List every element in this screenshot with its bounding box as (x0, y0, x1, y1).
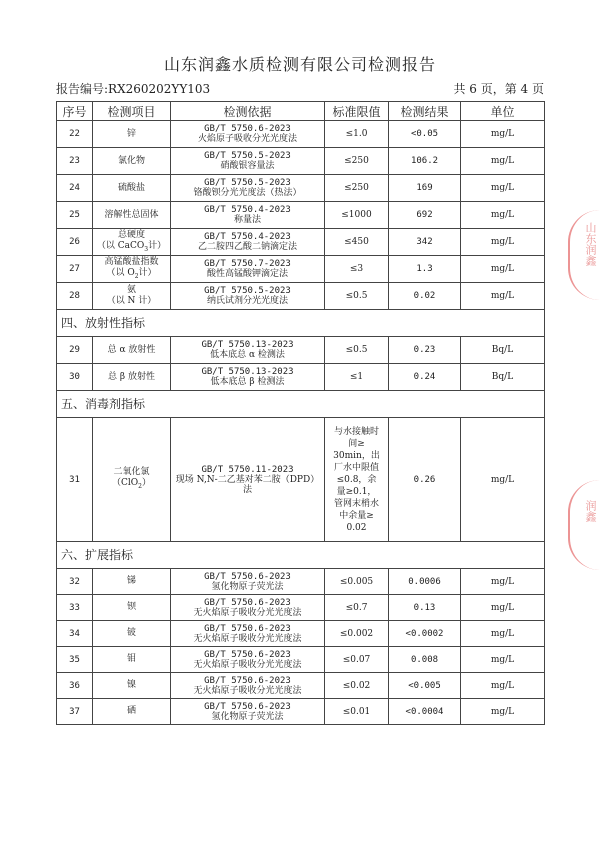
basis-standard: GB/T 5750.5-2023 (204, 178, 291, 188)
item-note: （以 CaCO$_3$计） (96, 240, 167, 253)
cell-unit: Bq/L (461, 337, 545, 364)
section-row (57, 542, 545, 569)
cell-unit: mg/L (461, 595, 545, 621)
table-row (57, 202, 545, 229)
basis-standard: GB/T 5750.11-2023 (201, 464, 294, 475)
cell-item (93, 647, 171, 673)
cell-result: 342 (389, 229, 461, 256)
cell-item (93, 595, 171, 621)
basis-method: 火焰原子吸收分光光度法 (197, 134, 297, 144)
cell-no: 37 (57, 699, 93, 725)
cell-item (93, 418, 171, 542)
cell-basis (171, 418, 325, 542)
item-name: 氨 (126, 285, 136, 295)
report-title: 山东润鑫水质检测有限公司检测报告 (163, 55, 436, 74)
header-result: 检测结果 (389, 102, 461, 121)
cell-no: 23 (57, 148, 93, 175)
cell-limit: ≤0.5 (325, 337, 389, 364)
table-row (57, 175, 545, 202)
basis-standard: GB/T 5750.5-2023 (204, 151, 291, 161)
table-row (57, 621, 545, 647)
table-row (57, 364, 545, 391)
cell-basis (171, 364, 325, 391)
basis-standard: GB/T 5750.13-2023 (201, 340, 294, 350)
cell-result: 0.24 (389, 364, 461, 391)
header-seq: 序号 (57, 102, 93, 121)
cell-result: 0.02 (389, 283, 461, 310)
cell-unit: mg/L (461, 148, 545, 175)
item-name: 锑 (126, 576, 136, 586)
cell-unit: mg/L (461, 673, 545, 699)
basis-standard: GB/T 5750.13-2023 (201, 367, 294, 377)
cell-unit: mg/L (461, 699, 545, 725)
cell-unit: Bq/L (461, 364, 545, 391)
cell-basis (171, 337, 325, 364)
cell-basis (171, 647, 325, 673)
cell-unit: mg/L (461, 202, 545, 229)
item-note: （ClO$_2$） (112, 478, 151, 490)
header-item: 检测项目 (93, 102, 171, 121)
basis-method: 纳氏试剂分光光度法 (206, 296, 288, 306)
basis-standard: GB/T 5750.4-2023 (204, 205, 291, 215)
cell-limit: ≤250 (325, 148, 389, 175)
cell-item (93, 175, 171, 202)
basis-standard: GB/T 5750.6-2023 (204, 597, 291, 608)
table-row (57, 673, 545, 699)
results-table (56, 101, 545, 725)
item-name: 硒 (126, 706, 136, 716)
seal-text-top: 山东润鑫 (584, 222, 597, 266)
cell-result: 0.13 (389, 595, 461, 621)
cell-item (93, 202, 171, 229)
basis-method: 无火焰原子吸收分光光度法 (193, 685, 302, 696)
header-basis: 检测依据 (171, 102, 325, 121)
cell-no: 35 (57, 647, 93, 673)
cell-item (93, 148, 171, 175)
cell-basis (171, 673, 325, 699)
item-name: 钡 (126, 602, 136, 612)
basis-method: 铬酸钡分光光度法（热法） (193, 188, 302, 198)
section-row (57, 391, 545, 418)
cell-no: 34 (57, 621, 93, 647)
item-note: （以 $O_2$计） (106, 267, 157, 280)
cell-result: 0.008 (389, 647, 461, 673)
item-name: 总 α 放射性 (107, 344, 156, 355)
section-disinfectant: 五、消毒剂指标 (57, 391, 545, 418)
cell-limit: ≤0.02 (325, 673, 389, 699)
cell-no: 36 (57, 673, 93, 699)
item-name: 总硬度 (117, 229, 145, 240)
basis-method: 无火焰原子吸收分光光度法 (193, 659, 302, 670)
basis-method: 低本底总 β 检测法 (210, 377, 285, 387)
cell-unit: mg/L (461, 256, 545, 283)
cell-unit: mg/L (461, 121, 545, 148)
cell-no: 26 (57, 229, 93, 256)
table-header-row (57, 102, 545, 121)
cell-limit: ≤250 (325, 175, 389, 202)
header-limit: 标准限值 (325, 102, 389, 121)
table-row (57, 418, 545, 542)
basis-standard: GB/T 5750.4-2023 (204, 232, 291, 242)
basis-standard: GB/T 5750.6-2023 (204, 701, 291, 712)
table-row (57, 121, 545, 148)
cell-unit: mg/L (461, 569, 545, 595)
cell-basis (171, 121, 325, 148)
cell-basis (171, 202, 325, 229)
section-row (57, 310, 545, 337)
item-name: 铍 (126, 628, 136, 638)
section-extended: 六、扩展指标 (57, 542, 545, 569)
cell-limit: ≤0.7 (325, 595, 389, 621)
cell-basis (171, 229, 325, 256)
cell-limit: ≤0.005 (325, 569, 389, 595)
item-name: 氯化物 (117, 155, 145, 166)
cell-limit: ≤0.01 (325, 699, 389, 725)
cell-basis (171, 148, 325, 175)
basis-method: 无火焰原子吸收分光光度法 (193, 633, 302, 644)
cell-limit: ≤450 (325, 229, 389, 256)
item-name: 锌 (126, 128, 136, 139)
cell-unit: mg/L (461, 418, 545, 542)
cell-item (93, 256, 171, 283)
item-name: 镍 (126, 680, 136, 690)
cell-no: 31 (57, 418, 93, 542)
table-row (57, 148, 545, 175)
cell-no: 22 (57, 121, 93, 148)
cell-item (93, 283, 171, 310)
cell-limit: ≤0.07 (325, 647, 389, 673)
cell-basis (171, 175, 325, 202)
cell-result: <0.005 (389, 673, 461, 699)
cell-result: 1.3 (389, 256, 461, 283)
cell-no: 28 (57, 283, 93, 310)
cell-item (93, 364, 171, 391)
cell-item (93, 121, 171, 148)
cell-no: 33 (57, 595, 93, 621)
item-name: 二氧化氯 (113, 467, 150, 478)
basis-method: 氢化物原子荧光法 (211, 581, 284, 592)
cell-no: 30 (57, 364, 93, 391)
header-unit: 单位 (461, 102, 545, 121)
table-row (57, 699, 545, 725)
cell-limit: ≤1.0 (325, 121, 389, 148)
cell-item (93, 569, 171, 595)
cell-result: 0.23 (389, 337, 461, 364)
cell-basis (171, 595, 325, 621)
cell-limit: ≤0.5 (325, 283, 389, 310)
cell-result: 0.26 (389, 418, 461, 542)
section-radioactivity: 四、放射性指标 (57, 310, 545, 337)
basis-method: 硝酸银容量法 (220, 161, 275, 171)
cell-unit: mg/L (461, 647, 545, 673)
cell-unit: mg/L (461, 621, 545, 647)
cell-result: 169 (389, 175, 461, 202)
cell-limit: ≤1 (325, 364, 389, 391)
basis-standard: GB/T 5750.6-2023 (204, 623, 291, 634)
basis-method: 乙二胺四乙酸二钠滴定法 (197, 242, 297, 252)
cell-basis (171, 699, 325, 725)
page-info: 共 6 页，第 4 页 (453, 82, 544, 96)
basis-standard: GB/T 5750.6-2023 (204, 124, 291, 134)
basis-method: 低本底总 α 检测法 (210, 350, 285, 360)
cell-result: <0.05 (389, 121, 461, 148)
cell-limit: ≤1000 (325, 202, 389, 229)
item-name: 钼 (126, 654, 136, 664)
basis-method: 氢化物原子荧光法 (211, 711, 284, 722)
cell-limit: 与水接触时 间≥ 30min，出 厂水中限值 ≤0.8，余 量≥0.1， 管网末梢水 中余量≥ 0.02 (325, 418, 389, 542)
cell-unit: mg/L (461, 229, 545, 256)
basis-standard: GB/T 5750.6-2023 (204, 649, 291, 660)
basis-standard: GB/T 5750.6-2023 (204, 571, 291, 582)
basis-standard: GB/T 5750.5-2023 (204, 286, 291, 296)
cell-item (93, 699, 171, 725)
seal-text-bottom: 润鑫 (584, 500, 597, 522)
table-row (57, 647, 545, 673)
table-row (57, 595, 545, 621)
cell-no: 27 (57, 256, 93, 283)
cell-basis (171, 621, 325, 647)
table-row (57, 283, 545, 310)
cell-item (93, 673, 171, 699)
cell-no: 24 (57, 175, 93, 202)
cell-result: 0.0006 (389, 569, 461, 595)
cell-item (93, 621, 171, 647)
table-row (57, 229, 545, 256)
cell-item (93, 229, 171, 256)
cell-basis (171, 283, 325, 310)
item-name: 硫酸盐 (117, 182, 145, 193)
basis-method: 酸性高锰酸钾滴定法 (206, 269, 288, 279)
cell-no: 25 (57, 202, 93, 229)
cell-result: 106.2 (389, 148, 461, 175)
basis-method: 称量法 (233, 215, 261, 225)
cell-no: 29 (57, 337, 93, 364)
table-row (57, 569, 545, 595)
cell-result: <0.0004 (389, 699, 461, 725)
cell-unit: mg/L (461, 175, 545, 202)
seal-mark-bottom (568, 480, 600, 570)
table-row (57, 337, 545, 364)
report-number: 报告编号:RX260202YY103 (56, 82, 211, 96)
cell-limit: ≤0.002 (325, 621, 389, 647)
basis-standard: GB/T 5750.7-2023 (204, 259, 291, 269)
item-name: 溶解性总固体 (104, 209, 159, 220)
cell-result: <0.0002 (389, 621, 461, 647)
basis-method: 无火焰原子吸收分光光度法 (193, 607, 302, 618)
cell-item (93, 337, 171, 364)
table-row (57, 256, 545, 283)
cell-limit: ≤3 (325, 256, 389, 283)
item-name: 高锰酸盐指数 (104, 256, 159, 267)
cell-basis (171, 569, 325, 595)
basis-standard: GB/T 5750.6-2023 (204, 675, 291, 686)
cell-result: 692 (389, 202, 461, 229)
cell-basis (171, 256, 325, 283)
cell-unit: mg/L (461, 283, 545, 310)
cell-no: 32 (57, 569, 93, 595)
item-name: 总 β 放射性 (108, 371, 155, 382)
basis-method: 现场 N,N-二乙基对苯二胺（DPD）法 (175, 474, 320, 495)
item-note: （以 N 计） (106, 296, 157, 306)
